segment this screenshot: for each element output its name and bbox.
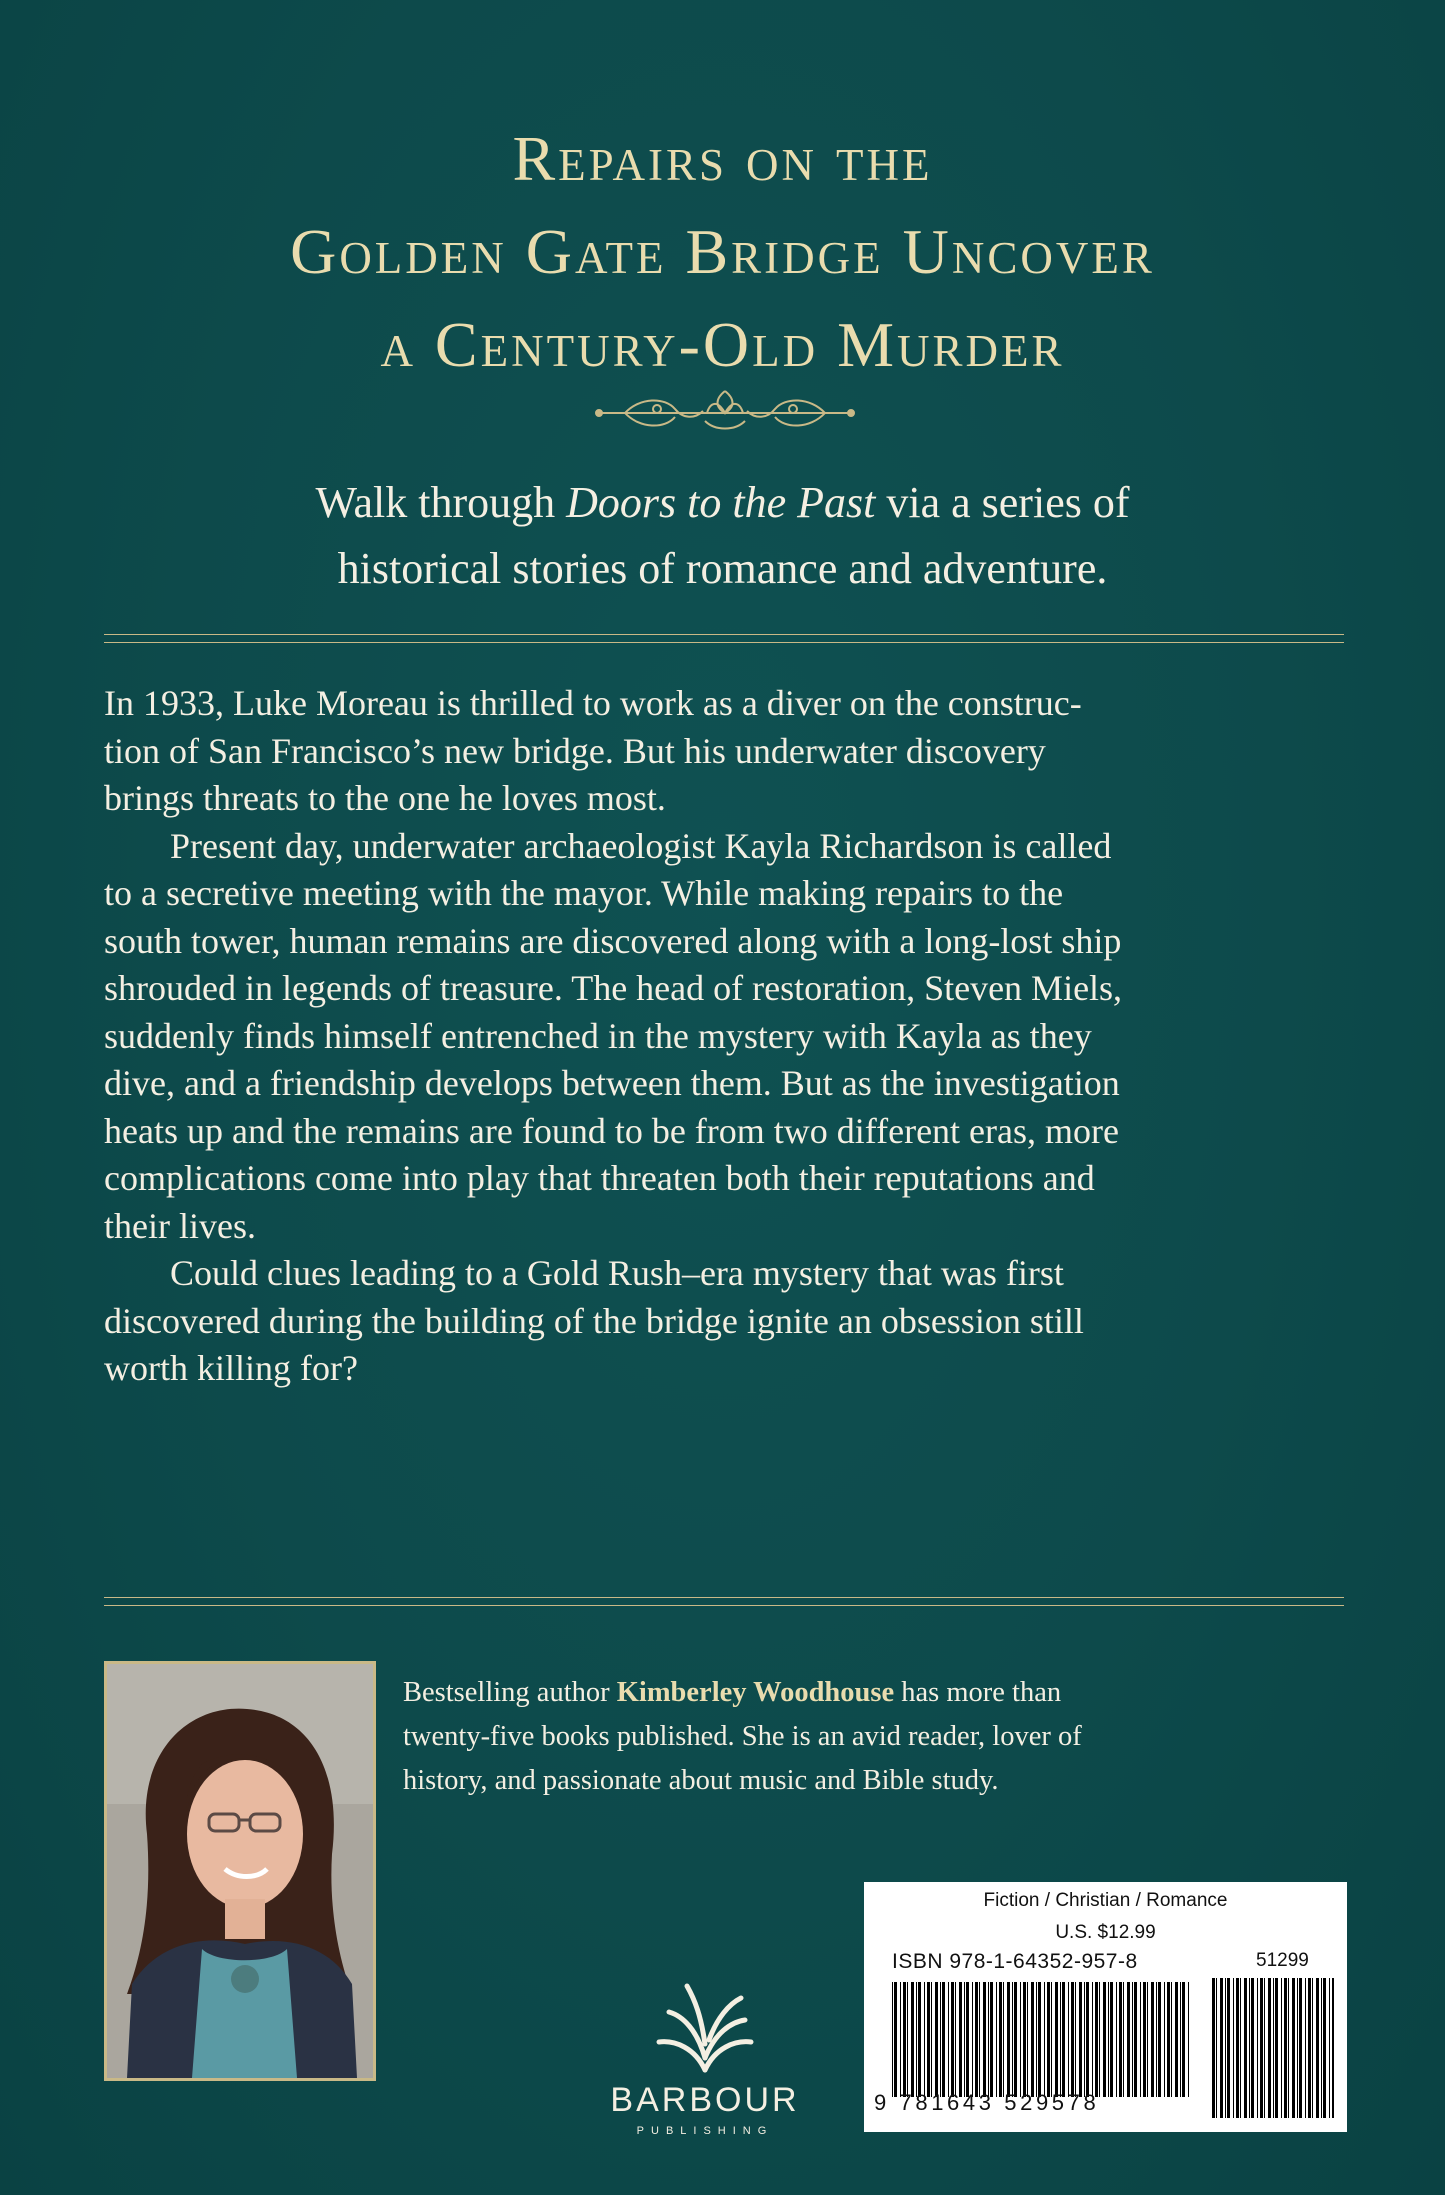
bio-pre: Bestselling author [403,1677,617,1708]
synopsis-line: south tower, human remains are discovered along with a long-lost ship [104,920,1122,961]
series-title: Doors to the Past [566,478,876,527]
headline [0,112,1445,391]
price: U.S. $12.99 [1055,1922,1156,1943]
synopsis-line: Could clues leading to a Gold Rush–era mystery that was first [170,1253,1064,1293]
author-name: Kimberley Woodhouse [616,1677,895,1708]
synopsis-line: discovered during the building of the bridge ignite an obsession still [104,1300,1084,1341]
synopsis-line: Present day, underwater archaeologist Kayla Richardson is called [170,825,1112,866]
divider-top [104,634,1344,643]
headline-line-3: a Century-Old Murder [380,309,1065,380]
author-portrait-icon [107,1664,373,2078]
synopsis-line: brings threats to the one he loves most. [104,778,666,818]
bio-line-3: history, and passionate about music and Bible study. [403,1765,999,1796]
headline-line-2: Golden Gate Bridge Uncover [290,216,1155,287]
synopsis-line: complications come into play that threaten both their reputations and [104,1158,1095,1198]
tagline-line-1 [0,470,1445,536]
barcode-digits: 9 781643 529578 [874,2090,1100,2115]
price-code: 51299 [1256,1950,1309,1971]
synopsis-line: In 1933, Luke Moreau is thrilled to work as a diver on the construc- [104,683,1082,723]
bisac-category: Fiction / Christian / Romance [983,1890,1228,1911]
flourish-ornament-icon [595,383,855,439]
synopsis-line: dive, and a friendship develops between them. But as the investigation [104,1063,1120,1103]
synopsis [104,680,1344,1393]
synopsis-line: to a secretive meeting with the mayor. While making repairs to the [104,873,1064,913]
bio-line-2: twenty-five books published. She is an avid reader, lover of [403,1721,1082,1752]
tagline-line-2: historical stories of romance and adventure. [337,544,1108,593]
synopsis-line: suddenly finds himself entrenched in the mystery with Kayla as they [104,1015,1092,1056]
publisher-name: BARBOUR [610,2081,800,2119]
isbn-barcode-icon [892,1982,1190,2097]
isbn: ISBN 978-1-64352-957-8 [892,1950,1138,1973]
tagline [0,470,1445,602]
divider-bottom [104,1597,1344,1606]
tagline-pre: Walk through [315,478,567,527]
author-photo [104,1661,376,2081]
barcode-panel [864,1882,1347,2132]
publisher-logo [590,1978,820,2178]
synopsis-line: shrouded in legends of treasure. The head of restoration, Steven Miels, [104,968,1123,1008]
bio-post: has more than [894,1677,1062,1708]
synopsis-line: their lives. [104,1205,256,1246]
tagline-post: via a series of [875,478,1130,527]
synopsis-line: tion of San Francisco’s new bridge. But his underwater discovery [104,730,1046,771]
headline-line-1: Repairs on the [512,123,933,194]
synopsis-line: worth killing for? [104,1348,358,1388]
open-book-icon [655,1978,755,2078]
synopsis-line: heats up and the remains are found to be from two different eras, more [104,1110,1119,1151]
author-bio [403,1671,1333,1803]
price-barcode-icon [1212,1978,1334,2118]
bio-line-1 [403,1671,1333,1715]
publisher-sub: PUBLISHING [636,2125,774,2137]
